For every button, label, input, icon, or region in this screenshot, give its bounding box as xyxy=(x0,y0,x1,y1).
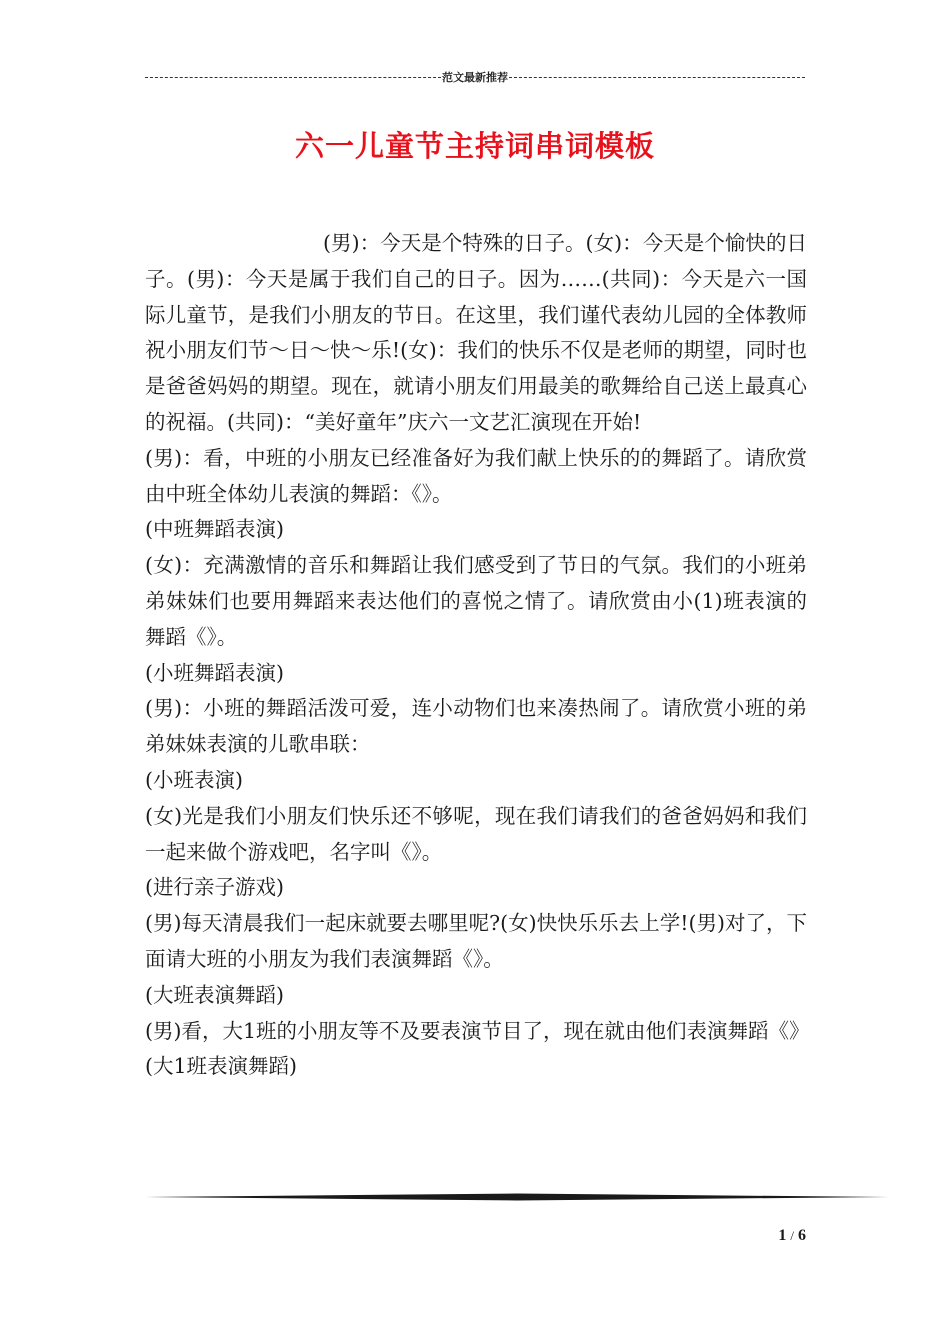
page-current: 1 xyxy=(778,1227,787,1244)
page-header xyxy=(145,68,805,86)
paragraph: (男)每天清晨我们一起床就要去哪里呢?(女)快快乐乐去上学!(男)对了，下面请大班的小朋友为我们表演舞蹈《》。 xyxy=(145,911,807,971)
document-title: 六一儿童节主持词串词模板 xyxy=(294,129,655,163)
paragraph-opening: (男)：今天是个特殊的日子。(女)：今天是个愉快的日子。(男)：今天是属于我们自己的日子。因为……(共同)：今天是六一国际儿童节，是我们小朋友的节日。在这里，我们谨代表幼儿园的全体教师祝小朋友们节～日～快～乐!(女)：我们的快乐不仅是老师的期望，同时也是爸爸妈妈的期望。现在，就请小朋友们用最美的歌舞给自己送上最真心的祝福。(共同)：“美好童年”庆六一文艺汇演现在开始! xyxy=(145,231,807,434)
document-body xyxy=(145,226,810,1085)
paragraph: (小班舞蹈表演) xyxy=(145,660,284,685)
paragraph: (小班表演) xyxy=(145,767,243,792)
header-dash-right xyxy=(509,77,805,78)
page-separator: / xyxy=(790,1228,794,1243)
paragraph: (男)：小班的舞蹈活泼可爱，连小动物们也来凑热闹了。请欣赏小班的弟弟妹妹表演的儿歌串联： xyxy=(145,696,807,757)
paragraph: (大1班表演舞蹈) xyxy=(145,1054,298,1079)
paragraph: (女)光是我们小朋友们快乐还不够呢，现在我们请我们的爸爸妈妈和我们一起来做个游戏吧，名字叫《》。 xyxy=(145,803,807,864)
paragraph: (女)：充满激情的音乐和舞蹈让我们感受到了节日的气氛。我们的小班弟弟妹妹们也要用舞蹈来表达他们的喜悦之情了。请欣赏由小(1)班表演的舞蹈《》。 xyxy=(145,553,807,649)
header-label: 范文最新推荐 xyxy=(442,71,508,84)
page-number xyxy=(740,1227,806,1245)
footer-divider xyxy=(145,1193,889,1201)
paragraph: (大班表演舞蹈) xyxy=(145,982,284,1007)
header-dash-left xyxy=(145,77,441,78)
page-total: 6 xyxy=(798,1227,806,1244)
paragraph: (中班舞蹈表演) xyxy=(145,517,284,542)
paragraph: (男)看，大1班的小朋友等不及要表演节目了，现在就由他们表演舞蹈《》 xyxy=(145,1018,810,1043)
paragraph: (男)：看，中班的小朋友已经准备好为我们献上快乐的的舞蹈了。请欣赏由中班全体幼儿表演的舞蹈：《》。 xyxy=(145,445,807,506)
paragraph: (进行亲子游戏) xyxy=(145,875,284,900)
